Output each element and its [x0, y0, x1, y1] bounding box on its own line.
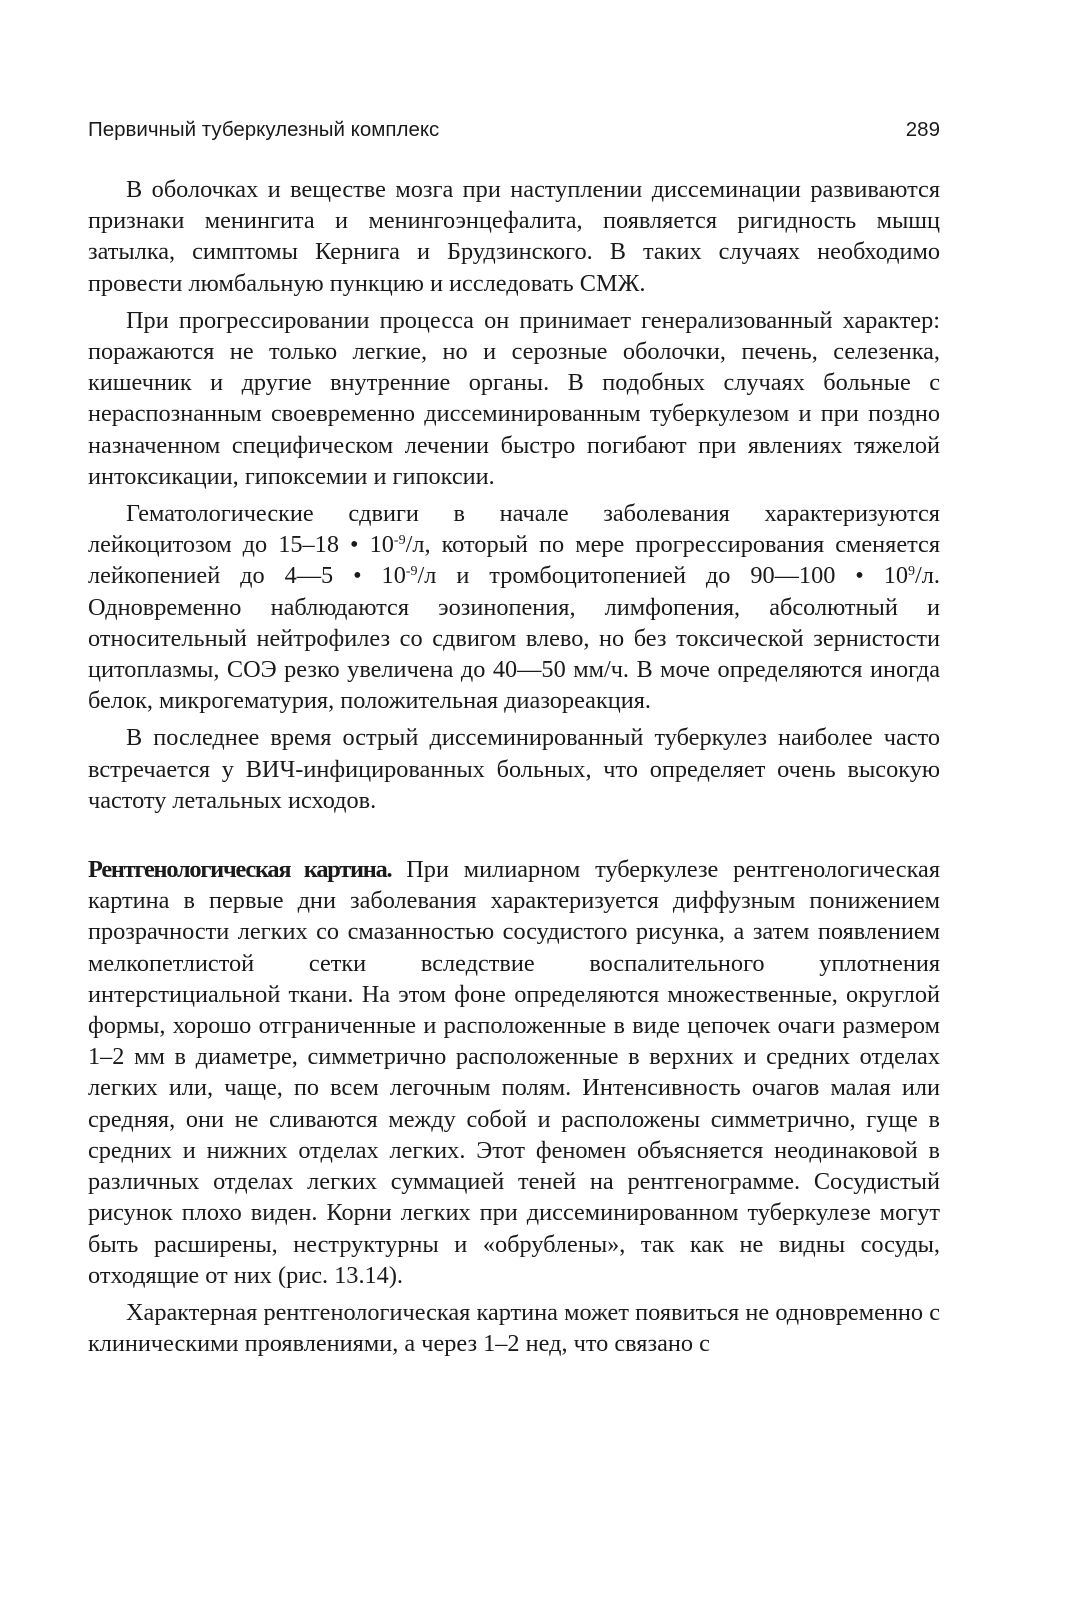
hematology-mid-2: /л и тромбоцитопенией до 90—100 • 10	[417, 562, 909, 590]
paragraph-hiv: В последнее время острый диссеминированный туберкулез наиболее часто встречается у ВИЧ-инфицированных больных, что определяет очень высокую частоту летальных исходов.	[88, 724, 940, 814]
paragraph-generalization: При прогрессировании процесса он принимает генерализованный характер: поражаются не только легкие, но и серозные оболочки, печень, селезенка, кишечник и другие внутренние органы. В подобных случаях больные с нераспознанным своевременно диссеминированным туберкулезом и при поздно назначенном специфическом лечении быстро погибают при явлениях тяжелой интоксикации, гипоксемии и гипоксии.	[88, 306, 940, 490]
running-header	[88, 118, 940, 148]
paragraph-radiology-timing: Характерная рентгенологическая картина может появиться не одновременно с клиническими проявлениями, а через 1–2 нед, что связано с	[88, 1298, 940, 1358]
exponent-2: -9	[405, 564, 418, 580]
radiology-text: При милиарном туберкулезе рентгенологическая картина в первые дни заболевания характеризуется диффузным понижением прозрачности легких со смазанностью сосудистого рисунка, а затем появлением мелкопетлистой сетки вследствие воспалительного уплотнения интерстициальной ткани. На этом фоне определяются множественные, округлой формы, хорошо отграниченные и расположенные в виде цепочек очаги размером 1–2 мм в диаметре, симметрично расположенные в верхних и средних отделах легких или, чаще, по всем легочным полям. Интенсивность очагов малая или средняя, они не сливаются между собой и расположены симметрично, гуще в средних и нижних отделах легких. Этот феномен объясняется неодинаковой в различных отделах легких суммацией теней на рентгенограмме. Сосудистый рисунок плохо виден. Корни легких при диссеминированном туберкулезе могут быть расширены, неструктурны и «обрублены», так как не видны сосуды, отходящие от них (рис. 13.14).	[88, 856, 940, 1289]
exponent-3: 9	[908, 564, 916, 580]
hematology-lead: Гематологические сдвиги в начале заболевания характеризуются лейкоцитозом до 15–18 • 10	[88, 500, 940, 559]
page-number: 289	[905, 118, 940, 141]
hematology-tail: /л. Одновременно наблюдаются эозинопения, лимфопения, абсолютный и относительный нейтрофилез со сдвигом влево, но без токсической зернистости цитоплазмы, СОЭ резко увеличена до 40—50 мм/ч. В моче определяются иногда белок, микрогематурия, положительная диазореакция.	[88, 562, 940, 715]
paragraph-radiology	[88, 854, 940, 1291]
hematology-mid-1: /л, который по мере прогрессирования сменяется лейкопенией до 4—5 • 10	[88, 531, 941, 590]
exponent-1: -9	[393, 533, 406, 549]
body-text	[88, 174, 940, 1359]
section-heading: Рентгенологическая картина.	[88, 856, 392, 884]
book-page	[88, 118, 940, 1365]
paragraph-hematology	[88, 498, 940, 716]
paragraph-meningitis: В оболочках и веществе мозга при наступлении диссеминации развиваются признаки менингита и менингоэнцефалита, появляется ригидность мышц затылка, симптомы Кернига и Брудзинского. В таких случаях необходимо провести люмбальную пункцию и исследовать СМЖ.	[88, 176, 940, 297]
chapter-title: Первичный туберкулезный комплекс	[88, 118, 440, 141]
